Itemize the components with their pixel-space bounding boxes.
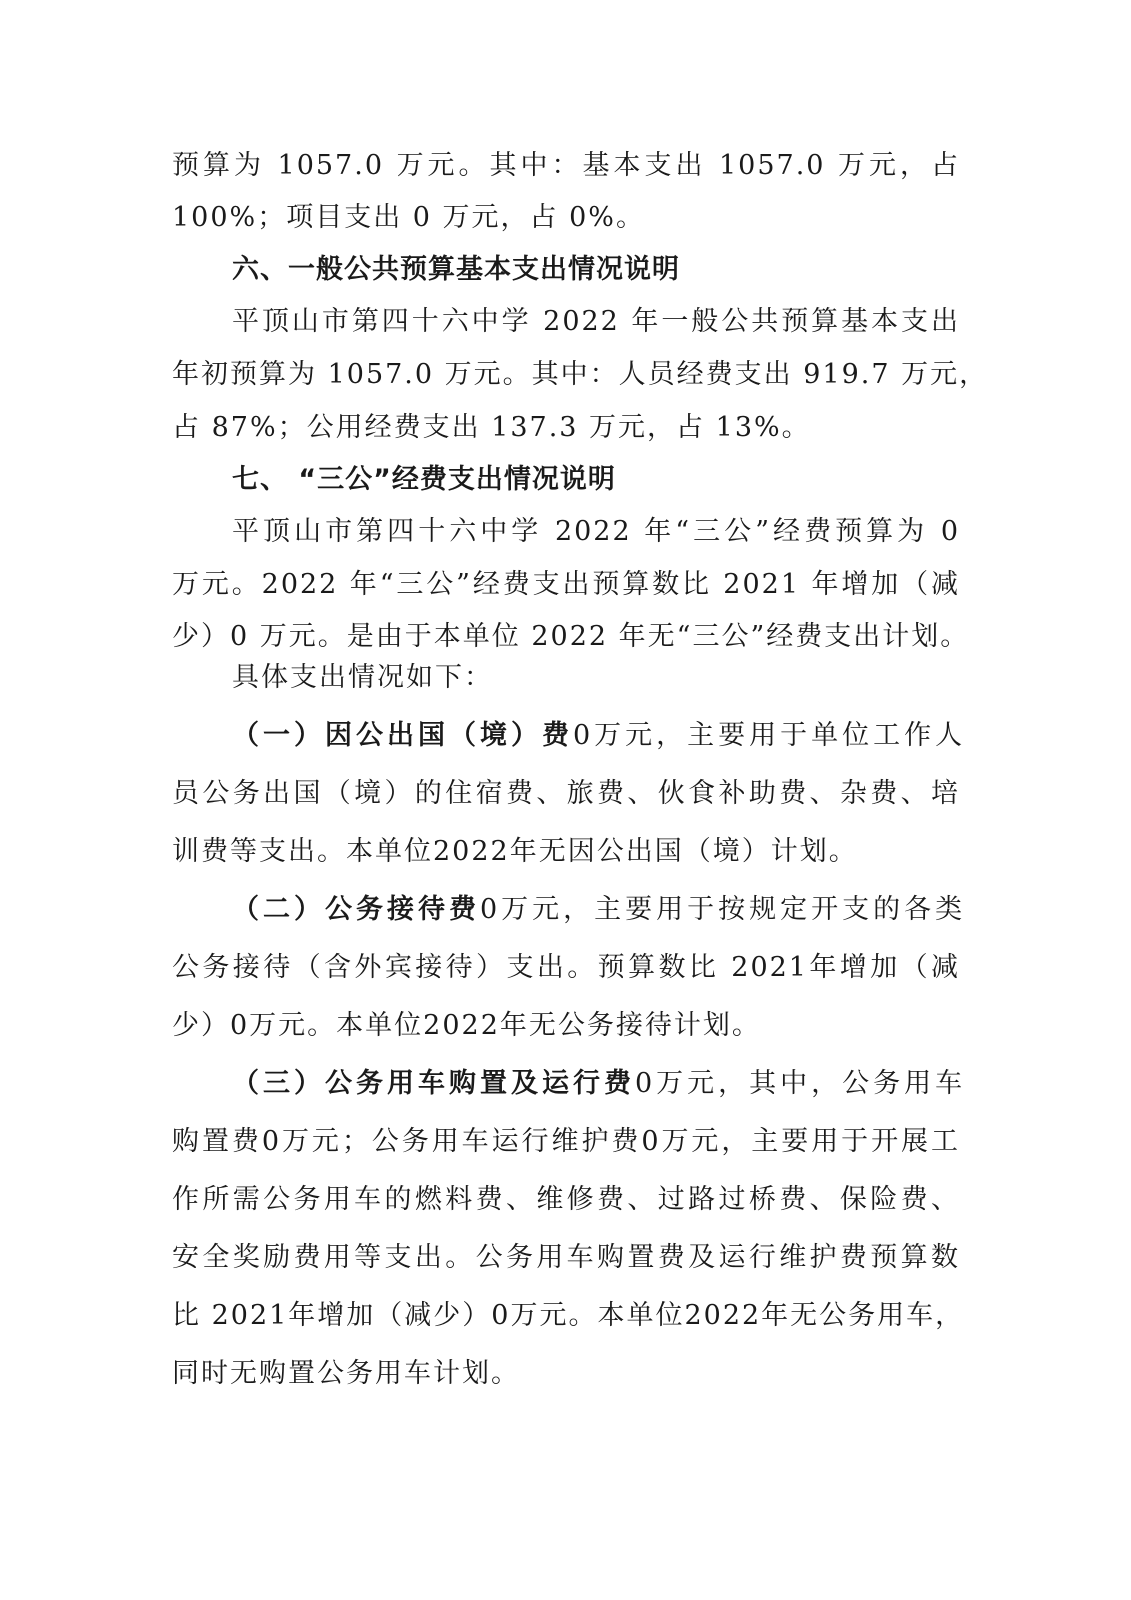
subsection-1-title: （一）因公出国（境）费: [232, 720, 573, 751]
subsection-2-title: （二）公务接待费: [232, 894, 480, 925]
text-line: 作所需公务用车的燃料费、维修费、过路过桥费、保险费、: [172, 1184, 960, 1215]
text-line: 占 87%；公用经费支出 137.3 万元，占 13%。: [172, 412, 811, 443]
text-line: 公务接待（含外宾接待）支出。预算数比 2021年增加（减: [172, 952, 960, 983]
text-line: 预算为 1057.0 万元。其中：基本支出 1057.0 万元，占: [172, 150, 960, 181]
subsection-3-line: [232, 1064, 967, 1104]
text-line: 100%；项目支出 0 万元，占 0%。: [172, 202, 645, 233]
text-line: 少）0 万元。是由于本单位 2022 年无“三公”经费支出计划。: [172, 621, 970, 652]
text-line: 年初预算为 1057.0 万元。其中：人员经费支出 919.7 万元，: [172, 359, 989, 390]
text-line: 员公务出国（境）的住宿费、旅费、伙食补助费、杂费、培: [172, 778, 960, 809]
text-line: 同时无购置公务用车计划。: [172, 1358, 520, 1389]
text-line: 具体支出情况如下：: [232, 662, 493, 693]
text-line: 购置费0万元；公务用车运行维护费0万元，主要用于开展工: [172, 1126, 960, 1157]
section-heading-7: 七、 “三公”经费支出情况说明: [232, 464, 616, 495]
text-line: 训费等支出。本单位2022年无因公出国（境）计划。: [172, 836, 858, 867]
text-line: 少）0万元。本单位2022年无公务接待计划。: [172, 1010, 761, 1041]
text-line: 平顶山市第四十六中学 2022 年一般公共预算基本支出: [232, 306, 960, 337]
subsection-3-text: 0万元，其中，公务用车: [635, 1068, 967, 1099]
subsection-1-text: 0万元，主要用于单位工作人: [573, 720, 967, 751]
text-line: 比 2021年增加（减少）0万元。本单位2022年无公务用车，: [172, 1300, 965, 1331]
subsection-2-line: [232, 890, 967, 930]
subsection-3-title: （三）公务用车购置及运行费: [232, 1068, 635, 1099]
section-heading-6: 六、一般公共预算基本支出情况说明: [232, 254, 680, 285]
text-line: 平顶山市第四十六中学 2022 年“三公”经费预算为 0: [232, 516, 960, 547]
text-line: 万元。2022 年“三公”经费支出预算数比 2021 年增加（减: [172, 569, 960, 600]
subsection-1-line: [232, 716, 967, 756]
subsection-2-text: 0万元，主要用于按规定开支的各类: [480, 894, 967, 925]
text-line: 安全奖励费用等支出。公务用车购置费及运行维护费预算数: [172, 1242, 960, 1273]
